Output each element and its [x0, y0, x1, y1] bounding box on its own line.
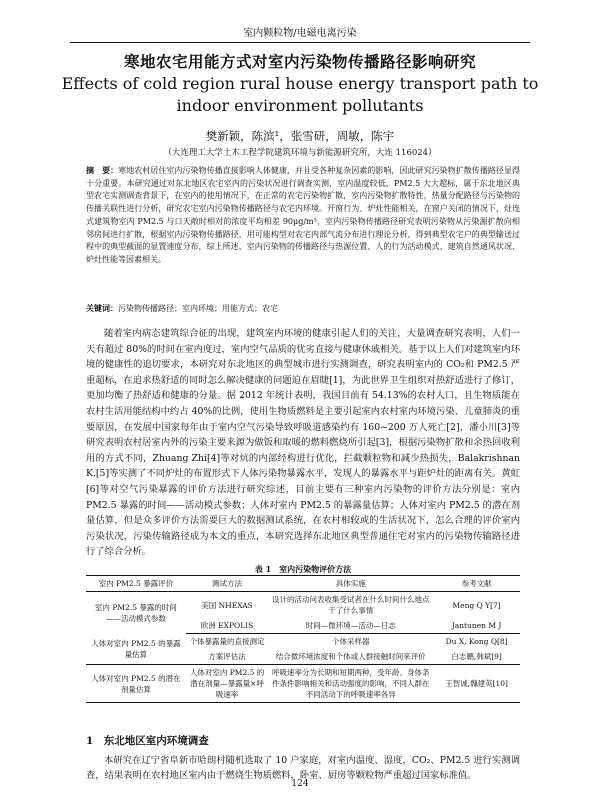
table-cell: 个体暴露量的直接测定: [189, 637, 265, 646]
intro-paragraph: 随着室内病态建筑综合征的出现，建筑室内环境的健康引起人们的关注，大量调查研究表明，人们一天有超过 80%的时间在室内度过，室内空气品质的优劣直接与健康休戚相关。基于以上人们对建筑室内环境的健康性的追切要求，本研究对东北地区的典型城市进行实测调查，研究表明室内的 CO₂和 PM2.5 严重超标，在追求热舒适的同时怎么解决健康的问题迫在眉睫[1]，为此世界卫生组织对热舒适进行了修订，更加均衡了热舒适和健康的分量。据 2012 年统计表明，我国目前有 54.13%的农村人口，且生物质能在农村生活用能结构中约占 40%的比例，使用生物质燃料是主要引起室内农村室内环境污染、儿童肺炎的重要原因，在发展中国家每年由于室内空气污染导致呼吸道感染约有 160~200 万人死亡[2]，潘小川[3]等研究表明农村居室内外的污染主要来源为做饭和取暖的燃料燃烧所引起[3]，根据污染物扩散和余热回收利用的方式不同，Zhuang Zhi[4]等对炕的内部经构进行优化，拦截颗粒物和减少热损失，Balakrishnan K.[5]等实测了不同炉灶的布置形式下人体污染物暴露水平，发现人的暴露水平与距炉灶的距离有关。黄虹[6]等对空气污染暴露的评价方法进行研究综述，目前主要有三种室内污染物的评价方法分别是：室内 PM2.5 暴露的时间——活动模式参数；人体对室内 PM2.5 的暴露量估算；人体对室内 PM2.5 的潜在剂量估算，但是众多评价方法需要巨大的数据测试系统，在农村相较或的生活状况下，怎么合理的评价室内污染状况，污染传输路径成为本文的重点，本研究选择东北地区典型普通住宅对室内的污染物传输路径进行了综合分析。: [86, 328, 520, 558]
table-row: [86, 634, 520, 650]
table-cell-group: 室内 PM2.5 暴露的时间——活动模式参数: [94, 602, 177, 623]
table-header-cell: 室内 PM2.5 暴露评价: [86, 576, 186, 592]
table-cell-group: 人体对室内 PM2.5 的暴露量估算: [86, 634, 186, 665]
table-cell: Meng Q Y[7]: [452, 600, 501, 610]
title-chinese: 寒地农宅用能方式对室内污染物传播路径影响研究: [123, 52, 476, 71]
abstract: [86, 164, 520, 267]
author-list: 樊新颖，陈滨¹，张雪研，周敏，陈宇: [205, 129, 395, 143]
running-header: 室内颗粒物/电磁电离污染: [70, 24, 530, 43]
affiliation: （大连理工大学土木工程学院建筑环境与新能源研究所，大连 116024）: [163, 148, 437, 158]
page-number: 124: [291, 779, 309, 789]
keywords-text: 污染物传播路径；室内环境；用能方式；农宅: [118, 304, 278, 313]
table-cell: Jantunen M J: [433, 618, 520, 634]
table-cell: 欧洲 EXPOLIS: [186, 618, 268, 634]
table-cell: 结合微环境浓度和个体或人群接触时间来评价: [268, 649, 433, 665]
table-cell: 个体采样器: [331, 637, 370, 646]
table-cell: 呼吸速率分为长期和短期两种，受年龄、身体条件条件影响相关和活动强度的影响，不同人群在不同活动下的呼吸速率各异: [268, 665, 433, 703]
keywords: [86, 302, 520, 315]
table-header-cell: 测试方法: [186, 576, 268, 592]
table-header-cell: 参考文献: [433, 576, 520, 592]
table-cell: Du X, Kong Q[8]: [445, 637, 508, 646]
table-row: [86, 665, 520, 703]
evaluation-method-table: [86, 575, 520, 703]
abstract-text: 寒地农村居住室内污染物传播直接影响人体健康，并且受各种复杂因素的影响，因此研究污染物扩散传播路径显得十分重要。本研究通过对东北地区农宅室内的污染状况进行调查实测，室内温度较低，PM2.5 大大超标，属于东北地区典型农宅实测调查背景下，在室内的使用情况下，在正常的农宅污染物扩散，室内污染物扩散特性，热量分配路径与污染物的传播关联性进行分析，研究农宅室内污染物传播路径与农宅内环境。开窗行为、炉灶性能相关，在窗户关闭的情况下，灶连式建筑物室内 PM2.5 与口天敞时相对的浓度平均相差 90μg/m³，室内污染物传播路径研究表明污染物从污染源扩散向相邻房间进行扩散，根据室内污染物传播路径，用可能构型对农宅内部气流分布进行理论分析，得到典型农宅户的典型输送过程中的典型截面的显置速度分布，综上所述，室内污染物的传播路径与热源位置、人的行为活动模式、建筑自然通风状况、炉灶性能等因素相关。: [86, 166, 520, 264]
keywords-label: 关键词：: [86, 303, 118, 313]
section-heading: 1 东北地区室内环境调查: [86, 735, 209, 747]
table-cell: 方案评估法: [186, 649, 268, 665]
table-caption: 表 1 室内污染物评价方法: [254, 564, 352, 574]
table-cell: 王智诚,魏建英[10]: [433, 665, 520, 703]
title-english: Effects of cold region rural house energy transport path to indoor environment pollutants: [61, 74, 539, 115]
table-cell: 美国 NHEXAS: [201, 600, 253, 610]
table-cell: 设计的活动问表收集受试者在什么时间什么地点干了什么事情: [271, 595, 430, 615]
table-header-cell: 具体实施: [268, 576, 433, 592]
table-header-row: [86, 576, 520, 592]
table-cell: 人体对室内 PM2.5 的潜在剂量—暴露量×呼吸速率: [186, 665, 268, 703]
section-paragraph: 本研究在辽宁省阜新市哈朗村随机选取了 10 户家庭，对室内温度、湿度，CO₂、PM2.5 进行实测调查，结果表明在农村地区室内由于燃烧生物质燃料，卧室、厨房等颗粒物严重超过国家标准值。: [86, 755, 520, 781]
table-cell: 时间—微环境—活动—日志: [268, 618, 433, 634]
abstract-label: 摘 要：: [86, 165, 119, 175]
table-row: [86, 592, 520, 619]
table-cell: 白志鹏,韩斌[9]: [433, 649, 520, 665]
table-cell: 人体对室内 PM2.5 的潜在剂量估算: [86, 665, 186, 703]
